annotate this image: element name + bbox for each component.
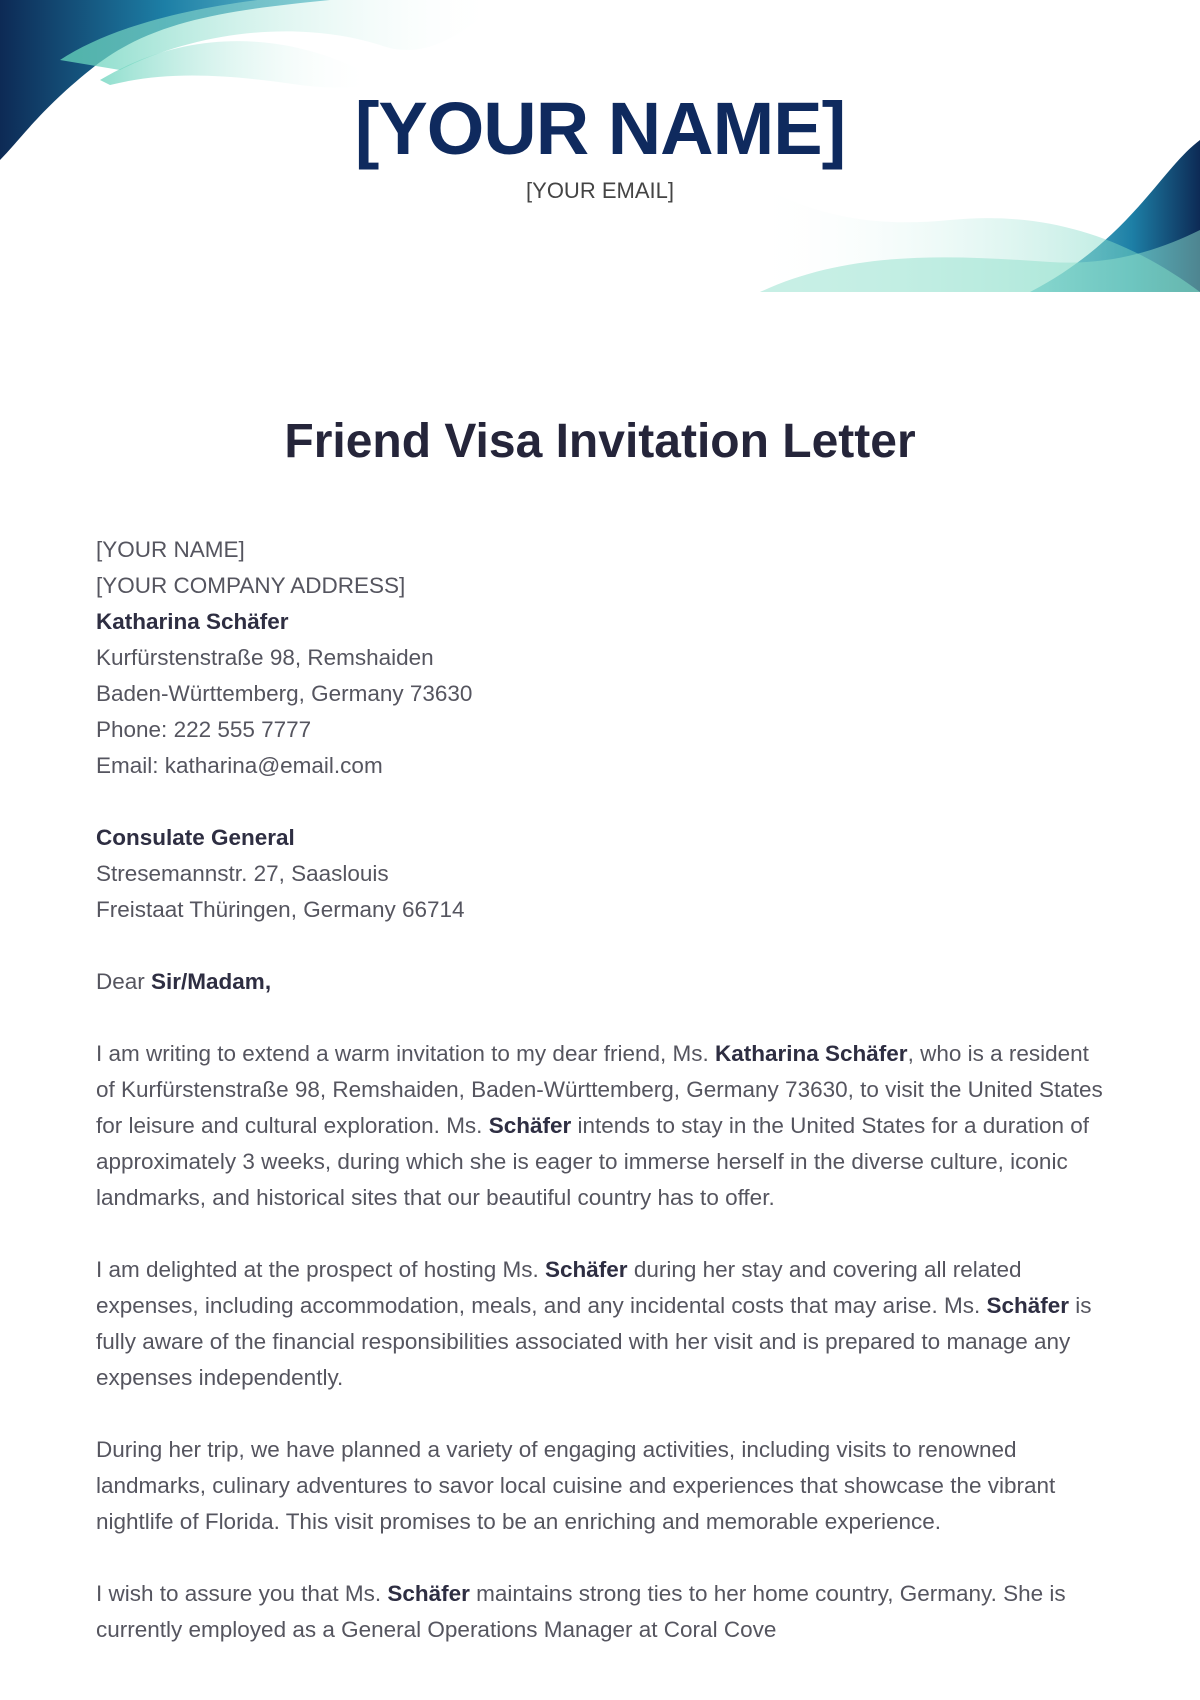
- sender-company-address: [YOUR COMPANY ADDRESS]: [96, 573, 406, 598]
- salutation: [96, 964, 1106, 1000]
- paragraph-2: [96, 1252, 1106, 1396]
- sender-block: [96, 532, 1106, 784]
- header-name: [YOUR NAME]: [354, 87, 846, 170]
- recipient-name: Consulate General: [96, 825, 295, 850]
- paragraph-3: During her trip, we have planned a variety of engaging activities, including visits to renowned landmarks, culinary adventures to savor local cuisine and experiences that showcase the vibrant nightlife of Florida. This visit promises to be an enriching and memorable experience.: [96, 1437, 1056, 1534]
- header-email: [YOUR EMAIL]: [526, 178, 674, 203]
- bold-name: Schäfer: [986, 1293, 1069, 1318]
- bold-name: Schäfer: [488, 1113, 572, 1138]
- sender-contact-name: Katharina Schäfer: [96, 609, 289, 634]
- sender-region: Baden-Württemberg, Germany 73630: [96, 681, 473, 706]
- sender-phone: Phone: 222 555 7777: [96, 717, 312, 742]
- text: I am delighted at the prospect of hosting Ms.: [96, 1257, 546, 1282]
- salutation-prefix: Dear: [96, 969, 152, 994]
- salutation-name: Sir/Madam,: [151, 969, 272, 994]
- sender-name: [YOUR NAME]: [96, 537, 245, 562]
- text: intends to stay in the United States for a duration of approximately 3 weeks, during which she is eager to immerse herself in the diverse culture, iconic landmarks, and historical sites that our beautiful country has to offer.: [96, 1113, 1090, 1210]
- text: is fully aware of the financial responsibilities associated with her visit and is prepared to manage any expenses independently.: [96, 1293, 1092, 1390]
- text: during her stay and covering all related expenses, including accommodation, meals, and any incidental costs that may arise. Ms.: [96, 1257, 1022, 1318]
- recipient-region: Freistaat Thüringen, Germany 66714: [96, 897, 465, 922]
- bold-name: Schäfer: [545, 1257, 628, 1282]
- bold-name: Katharina Schäfer: [715, 1041, 908, 1066]
- bold-name: Schäfer: [387, 1581, 470, 1606]
- letterhead: [0, 0, 1200, 292]
- text: I wish to assure you that Ms.: [96, 1581, 388, 1606]
- letter-body: [96, 532, 1106, 1684]
- text: I am writing to extend a warm invitation to my dear friend, Ms.: [96, 1041, 715, 1066]
- text: , who is a resident of Kurfürstenstraße 98, Remshaiden, Baden-Württemberg, Germany 73630, to visit the United States for leisure and cultural exploration. Ms.: [96, 1041, 1103, 1138]
- recipient-block: [96, 820, 1106, 928]
- paragraph-1: [96, 1036, 1106, 1216]
- sender-email: Email: katharina@email.com: [96, 753, 383, 778]
- recipient-street: Stresemannstr. 27, Saaslouis: [96, 861, 389, 886]
- paragraph-4: [96, 1576, 1106, 1648]
- text: maintains strong ties to her home country, Germany. She is currently employed as a General Operations Manager at Coral Cove: [96, 1581, 1066, 1642]
- document-title: Friend Visa Invitation Letter: [284, 415, 916, 468]
- sender-street: Kurfürstenstraße 98, Remshaiden: [96, 645, 434, 670]
